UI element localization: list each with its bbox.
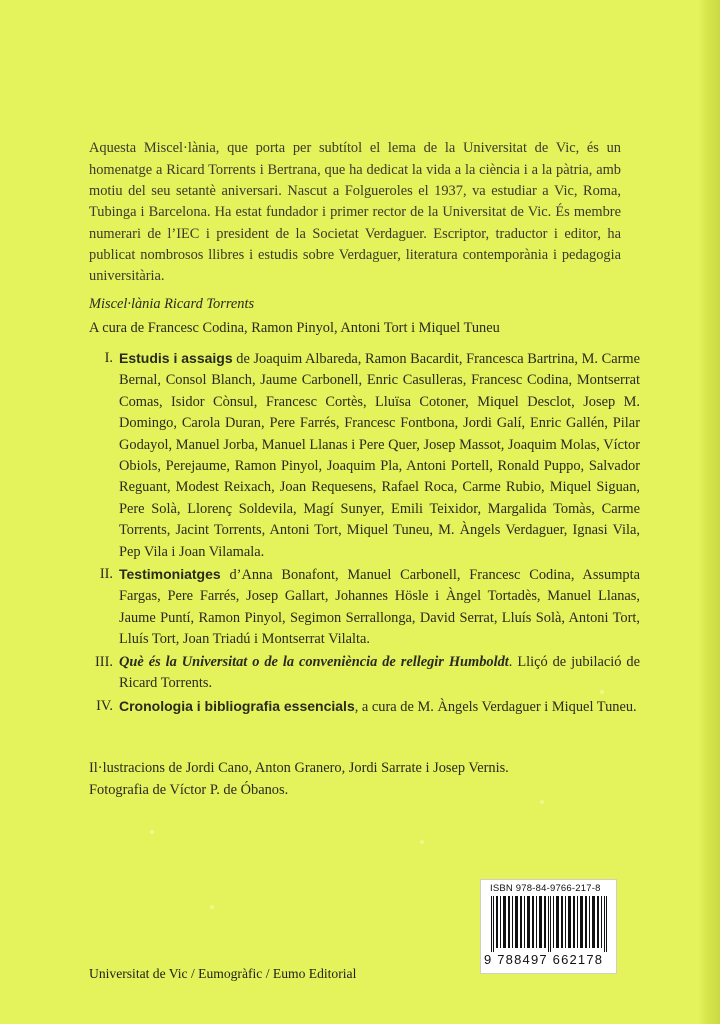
- barcode-bar: [561, 896, 563, 948]
- credits: [89, 757, 649, 801]
- barcode-bar: [527, 896, 530, 948]
- barcode-bars: [485, 896, 612, 952]
- cover-edge: [698, 0, 720, 1024]
- photo-credit: Fotografia de Víctor P. de Óbanos.: [89, 782, 289, 798]
- entry-body: [119, 348, 640, 563]
- book-info: [89, 292, 649, 340]
- barcode-bar: [556, 896, 559, 948]
- book-editors: A cura de Francesc Codina, Ramon Pinyol, Antoni Tort i Miquel Tuneu: [89, 320, 500, 336]
- barcode-bar: [601, 896, 602, 948]
- ean-digits: 9 788497 662178: [484, 952, 604, 967]
- barcode-bar: [597, 896, 599, 948]
- barcode-bar: [606, 896, 607, 952]
- entry-heading: Cronologia i bibliografia essencials: [119, 697, 355, 714]
- entry-body: [119, 652, 640, 695]
- barcode-bar: [536, 896, 537, 948]
- illustrations-credit: Il·lustracions de Jordi Cano, Anton Granero, Jordi Sarrate i Josep Vernis.: [89, 760, 509, 776]
- barcode-bar: [491, 896, 492, 952]
- barcode-bar: [568, 896, 571, 948]
- entry-text: d’Anna Bonafont, Manuel Carbonell, Francesc Codina, Assumpta Fargas, Pere Farrés, Josep Gallart, Johannes Hösle i Àngel Tortadès, Manuel Llanas, Jaume Puntí, Ramon Pinyol, Segimon Serrallonga, David Serrat, Lluís Solà, Antoni Tort, Lluís Tort, Joan Triadú i Montserrat Vilalta.: [119, 567, 640, 648]
- intro-paragraph: Aquesta Miscel·lània, que porta per subtítol el lema de la Universitat de Vic, és un homenatge a Ricard Torrents i Bertrana, que ha dedicat la vida a la ciència i a la pàtria, amb motiu del seu setantè aniversari. Nascut a Folgueroles el 1937, va estudiar a Vic, Roma, Tubinga i Barcelona. Ha estat fundador i primer rector de la Universitat de Vic. És membre numerari de l’IEC i president de la Societat Verdaguer. Escriptor, traductor i editor, ha publicat nombrosos llibres i estudis sobre Verdaguer, literatura contemporània i pedagogia universitària.: [89, 140, 621, 285]
- contents-list: [80, 348, 640, 719]
- barcode-bar: [585, 896, 587, 948]
- contents-entry: [80, 652, 640, 695]
- barcode-bar: [512, 896, 513, 948]
- entry-heading: Estudis i assaigs: [119, 350, 233, 366]
- barcode-label: [480, 879, 617, 974]
- entry-heading: Què és la Universitat o de la conveniència de rellegir Humboldt: [119, 653, 509, 670]
- entry-number: III.: [95, 653, 113, 670]
- barcode-bar: [573, 896, 575, 948]
- entry-number: I.: [104, 350, 113, 366]
- barcode-bar: [520, 896, 522, 948]
- book-title: Miscel·lània Ricard Torrents: [89, 296, 255, 312]
- barcode-bar: [550, 896, 551, 952]
- barcode-bar: [589, 896, 590, 948]
- barcode-bar: [496, 896, 498, 948]
- barcode-bar: [577, 896, 578, 948]
- publisher-line: Universitat de Vic / Eumogràfic / Eumo Editorial: [89, 966, 357, 981]
- contents-entry: [80, 564, 640, 651]
- contents-entry: [80, 348, 640, 563]
- contents-entry: [80, 696, 640, 718]
- barcode-bar: [539, 896, 542, 948]
- barcode-bar: [553, 896, 554, 948]
- barcode-bar: [592, 896, 595, 948]
- entry-text: . Lliçó de jubilació de Ricard Torrents.: [119, 653, 640, 692]
- barcode-bar: [515, 896, 518, 948]
- entry-text: , a cura de M. Àngels Verdaguer i Miquel Tuneu.: [354, 698, 637, 715]
- barcode-bar: [548, 896, 549, 952]
- barcode-bar: [565, 896, 566, 948]
- barcode-bar: [532, 896, 534, 948]
- isbn-text: ISBN 978-84-9766-217-8: [490, 883, 601, 894]
- entry-body: [119, 564, 640, 651]
- barcode-bar: [604, 896, 605, 952]
- barcode-bar: [544, 896, 546, 948]
- barcode-bar: [503, 896, 506, 948]
- barcode-bar: [524, 896, 525, 948]
- barcode-bar: [500, 896, 501, 948]
- entry-heading: Testimoniatges: [119, 566, 221, 583]
- entry-number: II.: [99, 566, 113, 583]
- entry-body: [119, 696, 640, 718]
- barcode-bar: [493, 896, 494, 952]
- barcode-bar: [580, 896, 583, 948]
- entry-number: IV.: [96, 697, 113, 714]
- barcode-bar: [508, 896, 510, 948]
- entry-text: de Joaquim Albareda, Ramon Bacardit, Francesca Bartrina, M. Carme Bernal, Consol Blanch, Jaume Carbonell, Enric Casulleras, Francesc Codina, Montserrat Comas, Isidor Cònsul, Francesc Cortès, Lluïsa Cotoner, Miquel Desclot, Josep M. Domingo, Carola Duran, Pere Farrés, Francesc Fontbona, Jordi Galí, Enric Gallén, Pilar Godayol, Manuel Jorba, Manuel Llanas i Pere Quer, Josep Massot, Joaquim Molas, Víctor Obiols, Perejaume, Ramon Pinyol, Joaquim Pla, Antoni Portell, Ronald Puppo, Salvador Reguant, Modest Reixach, Joan Requesens, Rafael Roca, Carme Rubio, Miquel Siguan, Pere Solà, Llorenç Soldevila, Magí Sunyer, Emili Teixidor, Margalida Tomàs, Carme Torrents, Jacint Torrents, Antoni Tort, Miquel Tuneu, M. Àngels Verdaguer, Ignasi Vila, Pep Vila i Joan Vilamala.: [119, 351, 640, 560]
